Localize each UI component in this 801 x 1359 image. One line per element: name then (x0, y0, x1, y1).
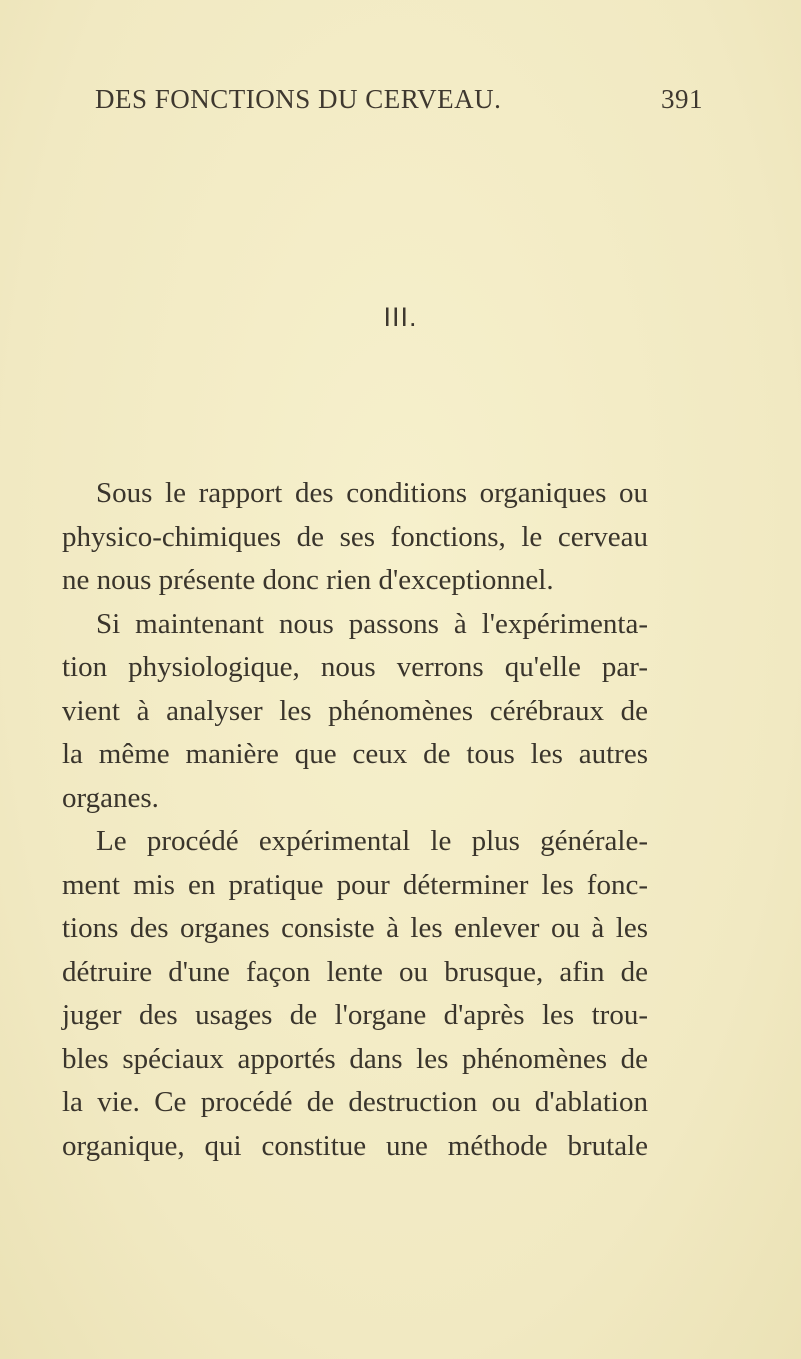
body-text (62, 472, 648, 1168)
text-line: organes. (62, 781, 159, 814)
page-number: 391 (661, 84, 703, 114)
text-line: vient à analyser les phénomènes cérébraux de (62, 694, 648, 727)
text-line: la vie. Ce procédé de destruction ou d'ablation (62, 1086, 648, 1118)
running-title: DES FONCTIONS DU CERVEAU. (95, 84, 502, 114)
running-head (95, 84, 703, 124)
text-line: physico-chimiques de ses fonctions, le cerveau (62, 520, 648, 553)
text-line: bles spéciaux apportés dans les phénomènes de (62, 1042, 648, 1075)
text-line: Le procédé expérimental le plus générale- (96, 825, 648, 857)
text-line: ne nous présente donc rien d'exceptionnel. (62, 564, 554, 596)
text-line: la même manière que ceux de tous les autres (62, 738, 648, 770)
text-line: Sous le rapport des conditions organiques ou (96, 477, 648, 509)
section-numeral: III. (383, 302, 418, 332)
text-line: Si maintenant nous passons à l'expérimenta- (96, 607, 648, 640)
text-line: tion physiologique, nous verrons qu'elle par- (62, 651, 648, 683)
text-line: juger des usages de l'organe d'après les trou- (62, 999, 648, 1031)
text-line: tions des organes consiste à les enlever ou à les (62, 912, 648, 944)
text-line: ment mis en pratique pour déterminer les fonc- (62, 868, 648, 901)
text-line: détruire d'une façon lente ou brusque, afin de (62, 955, 648, 988)
text-line: organique, qui constitue une méthode brutale (62, 1129, 648, 1162)
